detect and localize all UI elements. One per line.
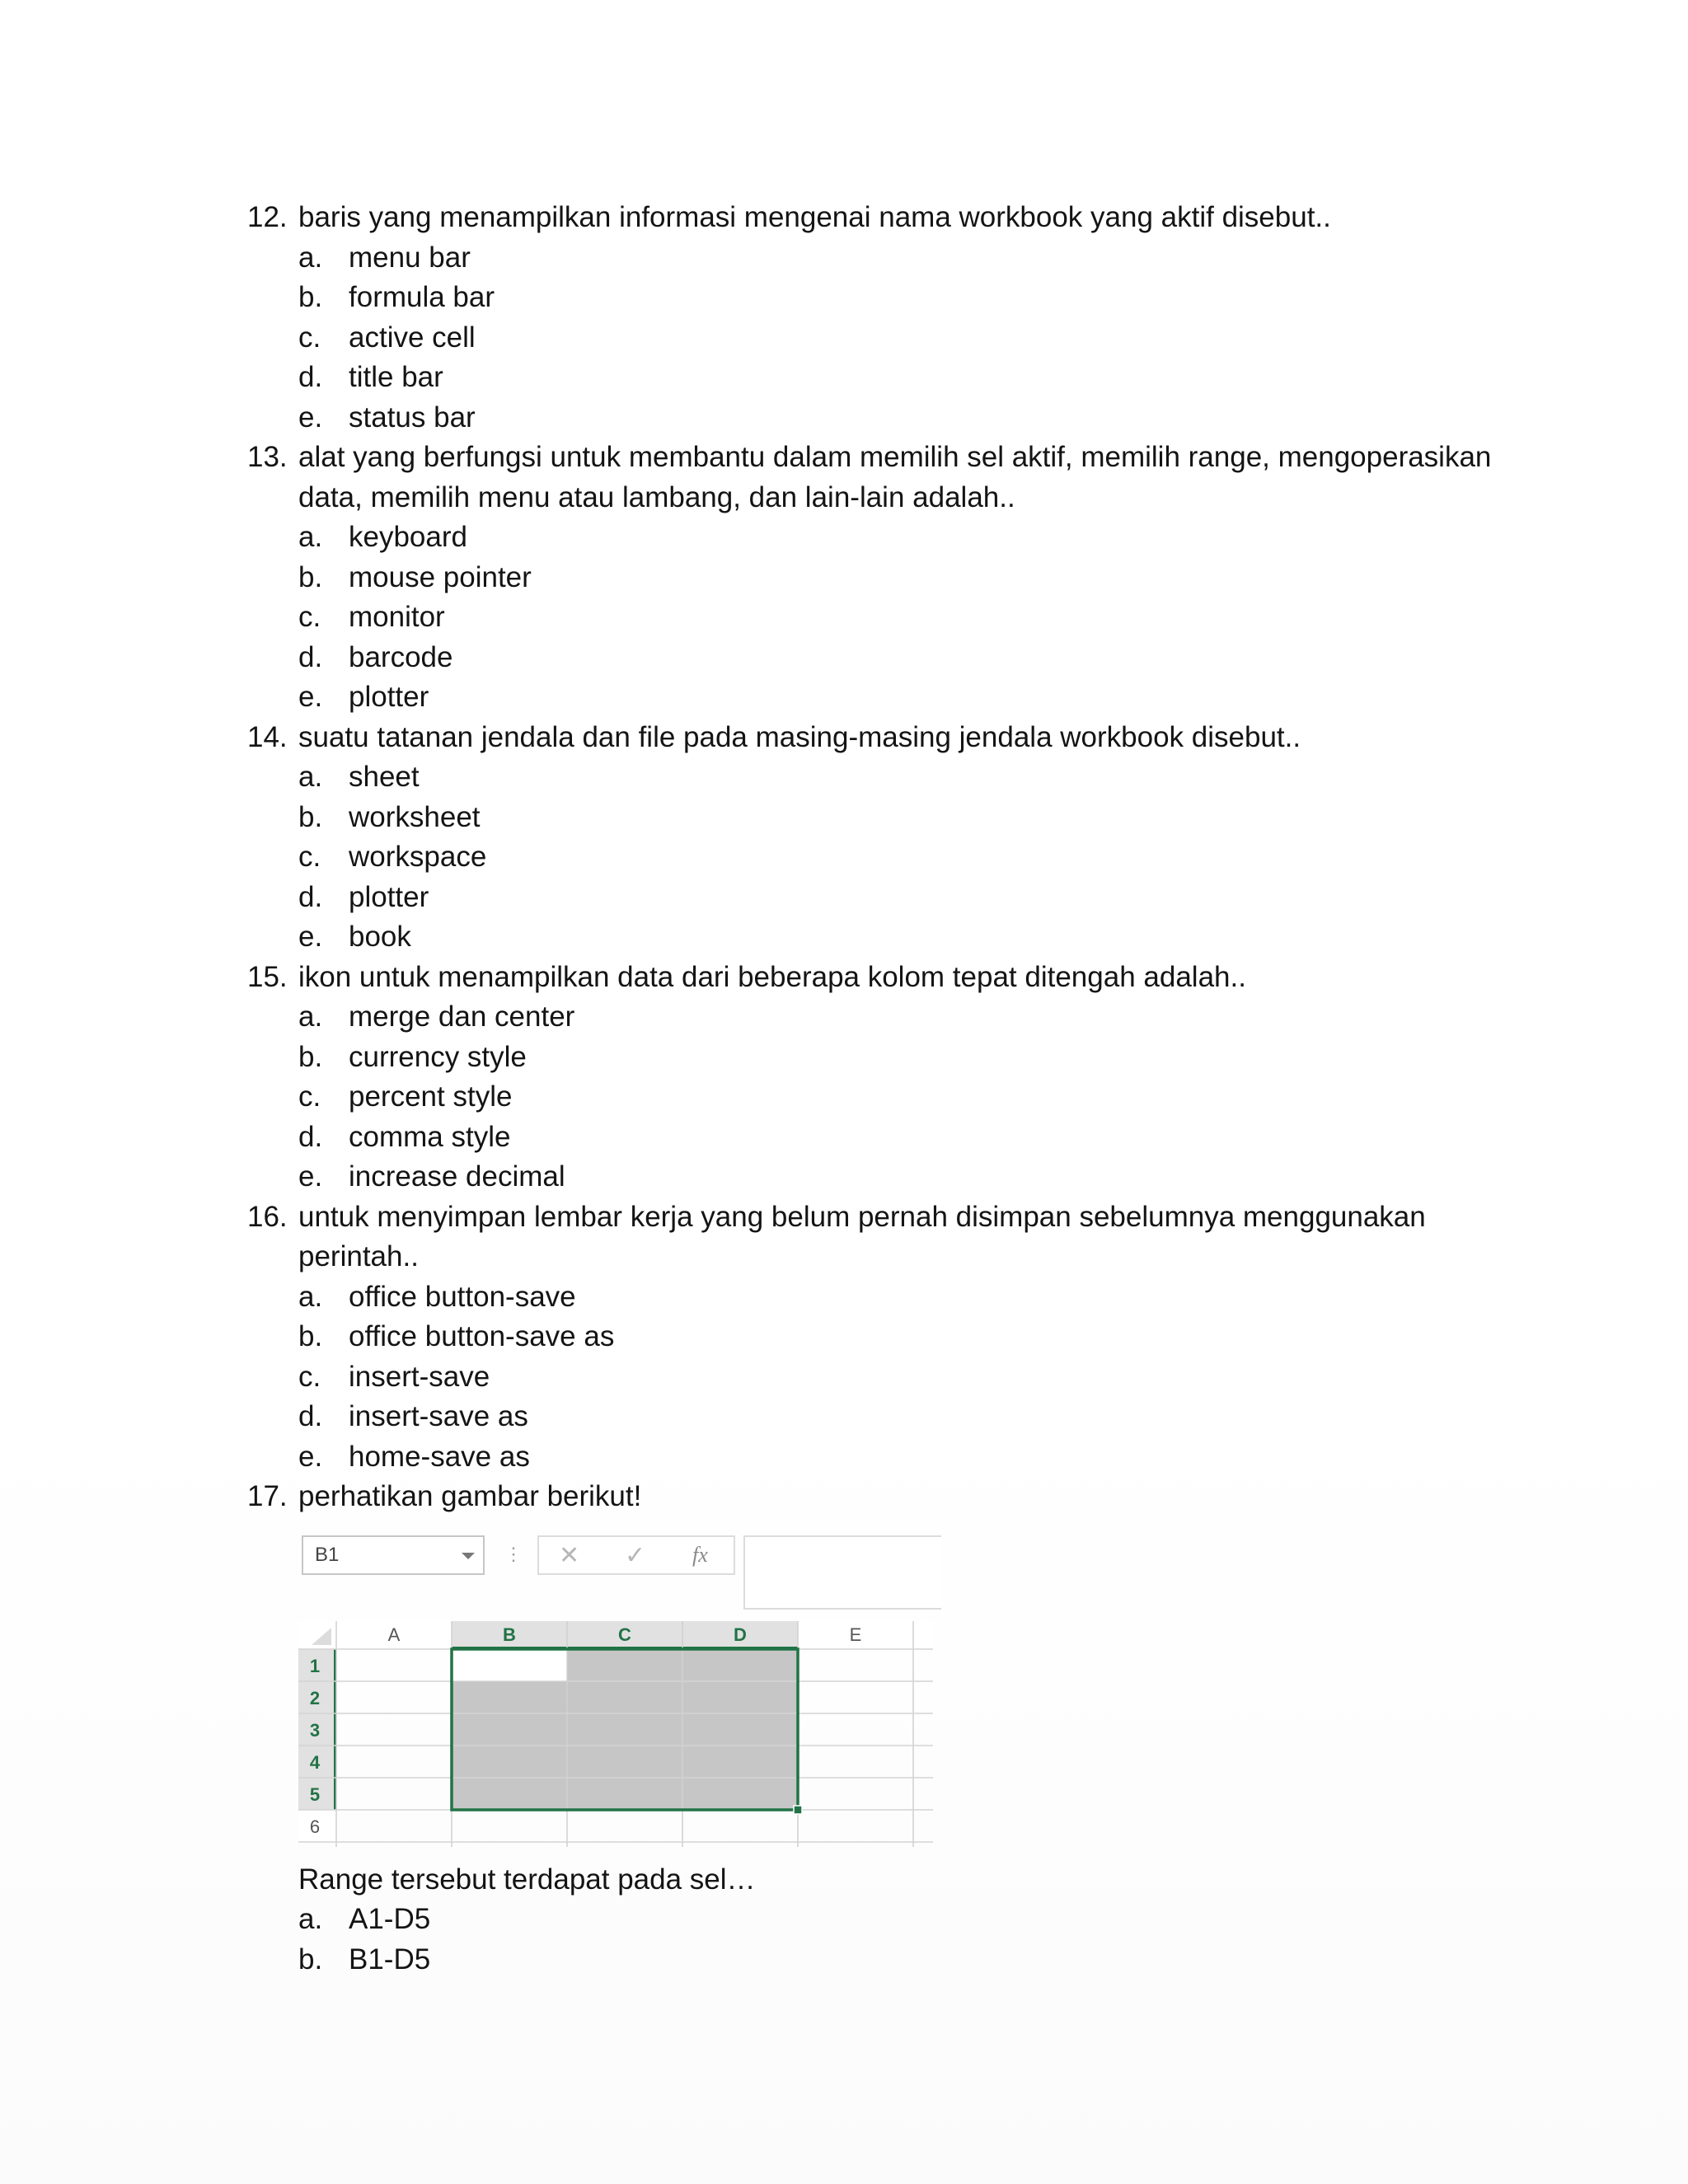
function-icon: fx bbox=[692, 1542, 708, 1567]
option-text: status bar bbox=[349, 401, 476, 434]
option-letter: b. bbox=[298, 1040, 323, 1073]
name-box bbox=[302, 1535, 485, 1575]
option-text: office button-save as bbox=[349, 1320, 615, 1352]
option-17a bbox=[247, 1900, 1500, 1940]
row-header-label: 1 bbox=[309, 1655, 321, 1676]
question-12 bbox=[247, 198, 1500, 238]
option-text: menu bar bbox=[349, 241, 471, 274]
fill-handle-icon bbox=[794, 1806, 802, 1814]
row-header-label: 2 bbox=[309, 1687, 321, 1708]
option-text: title bar bbox=[349, 361, 443, 393]
option-16e bbox=[247, 1437, 1500, 1478]
option-text: mouse pointer bbox=[349, 560, 532, 593]
option-14c bbox=[247, 837, 1500, 878]
row-header-label: 6 bbox=[309, 1816, 321, 1837]
option-letter: b. bbox=[298, 560, 323, 593]
option-12d bbox=[247, 358, 1500, 398]
option-13c bbox=[247, 598, 1500, 638]
option-text: active cell bbox=[349, 321, 476, 354]
check-icon: ✓ bbox=[625, 1541, 646, 1569]
option-15c bbox=[247, 1077, 1500, 1118]
option-letter: a. bbox=[298, 1903, 323, 1935]
option-text: office button-save bbox=[349, 1280, 576, 1313]
option-14e bbox=[247, 917, 1500, 958]
option-letter: b. bbox=[298, 800, 323, 833]
question-17 bbox=[247, 1477, 1500, 1517]
option-letter: c. bbox=[298, 601, 321, 633]
column-header-label: B bbox=[503, 1624, 516, 1645]
option-letter: e. bbox=[298, 1160, 323, 1193]
option-15b bbox=[247, 1038, 1500, 1078]
question-text: perhatikan gambar berikut! bbox=[298, 1480, 642, 1512]
option-letter: d. bbox=[298, 1120, 323, 1153]
spreadsheet-grid bbox=[298, 1621, 933, 1855]
active-cell bbox=[452, 1649, 567, 1681]
option-letter: a. bbox=[298, 241, 323, 274]
option-text: monitor bbox=[349, 601, 445, 633]
question-number: 15. bbox=[247, 960, 288, 993]
formula-input bbox=[743, 1535, 941, 1610]
column-header-label: C bbox=[618, 1624, 631, 1645]
option-text: comma style bbox=[349, 1120, 511, 1153]
option-13a bbox=[247, 518, 1500, 558]
question-text: untuk menyimpan lembar kerja yang belum pernah disimpan sebelumnya menggunakan perintah.. bbox=[298, 1200, 1426, 1272]
option-letter: c. bbox=[298, 321, 321, 354]
option-letter: e. bbox=[298, 681, 323, 713]
option-text: formula bar bbox=[349, 281, 495, 313]
option-text: home-save as bbox=[349, 1440, 530, 1473]
option-15a bbox=[247, 997, 1500, 1038]
option-text: keyboard bbox=[349, 521, 467, 553]
option-text: insert-save bbox=[349, 1360, 490, 1393]
option-text: merge dan center bbox=[349, 1001, 575, 1033]
option-letter: c. bbox=[298, 1080, 321, 1113]
question-number: 13. bbox=[247, 441, 288, 473]
option-letter: b. bbox=[298, 281, 323, 313]
option-13e bbox=[247, 677, 1500, 718]
option-letter: a. bbox=[298, 761, 323, 793]
option-text: currency style bbox=[349, 1040, 527, 1073]
option-16b bbox=[247, 1317, 1500, 1357]
option-13b bbox=[247, 558, 1500, 598]
option-text: percent style bbox=[349, 1080, 513, 1113]
option-letter: d. bbox=[298, 361, 323, 393]
option-12b bbox=[247, 278, 1500, 318]
question-number: 16. bbox=[247, 1200, 288, 1233]
option-text: sheet bbox=[349, 761, 420, 793]
dropdown-arrow-icon bbox=[462, 1553, 475, 1559]
option-text: worksheet bbox=[349, 800, 481, 833]
option-text: insert-save as bbox=[349, 1400, 528, 1432]
question-text: baris yang menampilkan informasi mengenai nama workbook yang aktif disebut.. bbox=[298, 201, 1331, 233]
option-letter: a. bbox=[298, 1001, 323, 1033]
option-text: plotter bbox=[349, 880, 429, 913]
question-14 bbox=[247, 718, 1500, 758]
column-header-label: E bbox=[849, 1624, 862, 1645]
option-14b bbox=[247, 798, 1500, 838]
option-text: B1-D5 bbox=[349, 1943, 431, 1975]
option-letter: d. bbox=[298, 1400, 323, 1432]
option-15d bbox=[247, 1118, 1500, 1158]
spreadsheet-figure bbox=[298, 1535, 933, 1855]
option-text: workspace bbox=[349, 841, 487, 873]
question-17-followup: Range tersebut terdapat pada sel… bbox=[298, 1863, 756, 1896]
option-letter: e. bbox=[298, 921, 323, 953]
option-text: book bbox=[349, 921, 411, 953]
option-letter: d. bbox=[298, 640, 323, 673]
row-header-label: 3 bbox=[309, 1719, 321, 1741]
option-text: increase decimal bbox=[349, 1160, 565, 1193]
option-14d bbox=[247, 878, 1500, 918]
option-letter: e. bbox=[298, 1440, 323, 1473]
question-text: ikon untuk menampilkan data dari beberapa kolom tepat ditengah adalah.. bbox=[298, 960, 1246, 993]
question-16 bbox=[247, 1197, 1500, 1277]
option-text: plotter bbox=[349, 681, 429, 713]
option-letter: d. bbox=[298, 880, 323, 913]
option-12c bbox=[247, 318, 1500, 359]
option-12a bbox=[247, 238, 1500, 279]
option-text: barcode bbox=[349, 640, 453, 673]
question-number: 17. bbox=[247, 1480, 288, 1512]
option-letter: b. bbox=[298, 1320, 323, 1352]
question-15 bbox=[247, 958, 1500, 998]
option-letter: a. bbox=[298, 1280, 323, 1313]
row-header-label: 5 bbox=[309, 1783, 321, 1805]
question-text: alat yang berfungsi untuk membantu dalam memilih sel aktif, memilih range, mengoperasikan data, memilih menu atau lambang, dan lain-lain adalah.. bbox=[298, 441, 1492, 513]
vertical-dots-icon: ⋮ bbox=[504, 1543, 523, 1564]
formula-buttons bbox=[537, 1535, 735, 1575]
cancel-icon: ✕ bbox=[559, 1541, 580, 1569]
option-16d bbox=[247, 1397, 1500, 1437]
option-15e bbox=[247, 1157, 1500, 1197]
option-text: A1-D5 bbox=[349, 1903, 431, 1935]
name-box-value: B1 bbox=[315, 1543, 340, 1566]
option-letter: e. bbox=[298, 401, 323, 434]
question-text: suatu tatanan jendala dan file pada masing-masing jendala workbook disebut.. bbox=[298, 720, 1301, 753]
question-number: 14. bbox=[247, 720, 288, 753]
option-letter: c. bbox=[298, 1360, 321, 1393]
option-14a bbox=[247, 757, 1500, 798]
column-header-label: A bbox=[387, 1624, 401, 1645]
option-16c bbox=[247, 1357, 1500, 1398]
row-header-label: 4 bbox=[309, 1751, 321, 1773]
option-17b bbox=[247, 1940, 1500, 1980]
option-16a bbox=[247, 1277, 1500, 1318]
question-13 bbox=[247, 438, 1500, 518]
option-letter: b. bbox=[298, 1943, 323, 1975]
option-letter: c. bbox=[298, 841, 321, 873]
option-12e bbox=[247, 398, 1500, 438]
column-header-label: D bbox=[734, 1624, 747, 1645]
option-13d bbox=[247, 638, 1500, 678]
question-list bbox=[247, 198, 1500, 1980]
option-letter: a. bbox=[298, 521, 323, 553]
question-number: 12. bbox=[247, 201, 288, 233]
